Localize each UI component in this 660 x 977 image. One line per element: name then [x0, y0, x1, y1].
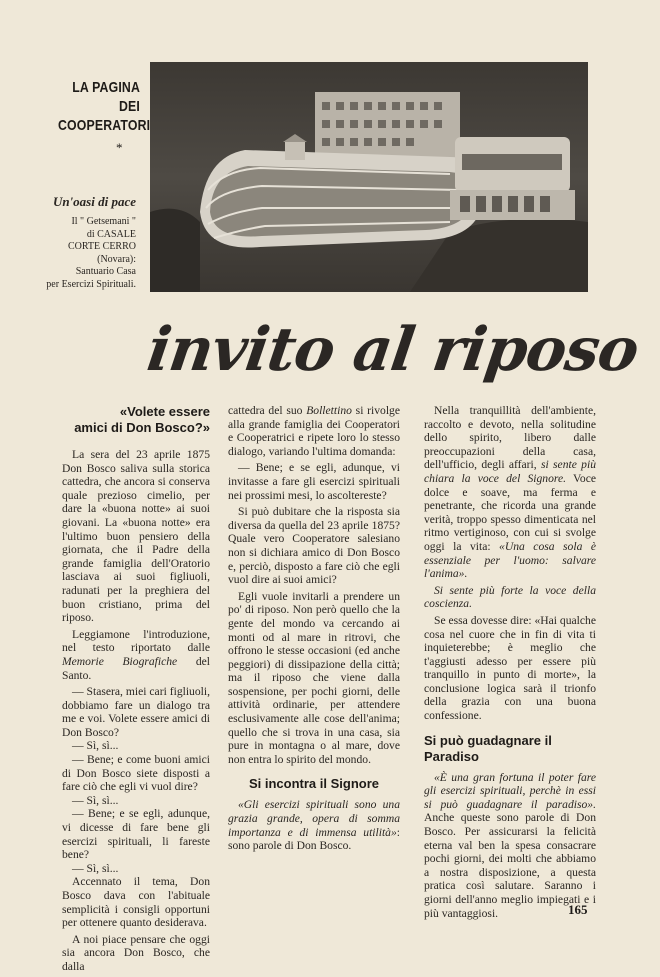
paragraph: La sera del 23 aprile 1875 Don Bosco saliva sulla storica cattedra, che ancora si conserva quale prezioso cimelio, per dare la «buona notte» ai suoi giovani. La «buona notte» era l'ultimo buon pensiero della giornata, che il Padre della grande famiglia dell'Oratorio lasciava ai suoi figliuoli, radunati per la preghiera del buon cristiano, prima del riposo.	[62, 448, 210, 625]
subhead-volete	[62, 404, 210, 436]
section-title-line2: DEI COOPERATORI	[58, 98, 151, 134]
photo-caption	[28, 194, 136, 291]
text-italic: «Gli esercizi spirituali sono una grazia grande, opera di somma importanza e di immensa utilità»	[228, 798, 400, 839]
text-italic: Memorie Biografiche	[62, 654, 178, 668]
text: : sono parole di Don Bosco.	[228, 825, 400, 853]
caption-line: per Esercizi Spirituali.	[46, 278, 136, 290]
subhead-paradiso: Si può guadagnare il Paradiso	[424, 732, 552, 764]
caption-text	[28, 216, 136, 291]
building-photo	[150, 62, 588, 292]
dialog-line: — Sì, sì...	[72, 861, 119, 875]
dialog-line: — Sì, sì...	[72, 739, 119, 753]
paragraph	[228, 798, 400, 852]
paragraph	[424, 771, 596, 921]
paragraph	[228, 404, 400, 458]
column-3	[424, 404, 596, 923]
subhead-line: amici di Don Bosco?»	[74, 420, 210, 435]
text-italic: «Una cosa sola è essenziale per l'uomo: salvare l'anima».	[424, 539, 596, 581]
text: Anche queste sono parole di Don Bosco. Per assicurarsi la felicità eterna val ben la spesa consacrare pochi giorni, dei molti che abbiamo a nostra disposizione, a questa pratica così salutare. Saranno i giorni dell'anno meglio impiegati e i più vantaggiosi.	[424, 811, 596, 920]
caption-line: Santuario Casa	[75, 266, 136, 277]
caption-line: Il " Getsemani "	[71, 216, 136, 227]
text: Voce dolce e soave, ma ferma e penetrante, che ricorda una grande verità, troppo spesso dimenticata nel ritmo vertiginoso, con cui si svolge oggi la vita:	[424, 471, 596, 553]
dialog-line: — Bene; e se egli, adunque, vi dicesse di fare bene gli esercizi spirituali, li fareste bene?	[62, 807, 210, 862]
column-1	[62, 404, 210, 977]
page-number: 165	[568, 902, 588, 917]
caption-line: di CASALE	[86, 228, 136, 240]
paragraph: Egli vuole invitarli a prendere un po' di riposo. Non però quello che la gente del mondo va cercando ai monti od al mare in ritrovi, che offrono le stesse occasioni (ed anche peggiori) di dissipazione della città; ma il riposo che viene dalla sospensione, per pochi giorni, delle attività ordinarie, per attendere esclusivamente alle cose dell'anima; quello che si trova in una casa, sia pure in montagna o al mare, dove non entra lo spirito del mondo.	[228, 589, 400, 766]
column-2	[228, 404, 400, 856]
dialog-line: — Bene; e se egli, adunque, vi invitasse a fare gli esercizi spirituali nei prossimi mesi, lo ascoltereste?	[228, 461, 400, 502]
paragraph: Si sente più forte la voce della coscienza.	[424, 583, 596, 611]
section-title-line1: LA PAGINA	[72, 79, 140, 96]
section-title	[58, 78, 151, 135]
subhead-line: «Volete essere	[119, 404, 210, 419]
caption-title: Un'oasi di pace	[52, 194, 136, 209]
text: cattedra del suo	[228, 404, 307, 417]
text: si rivolge alla grande famiglia dei Cooperatori e Cooperatrici e ripete loro lo stesso dialogo, variando l'ultima domanda:	[228, 404, 401, 458]
dialog-line: — Sì, sì...	[72, 793, 119, 807]
headline: invito al riposo	[143, 315, 643, 385]
text: Nella tranquillità dell'ambiente, raccolto e devoto, nella solitudine dello spirito, libero dalle preoccupazioni della casa, dell'ufficio, degli affari,	[424, 404, 596, 472]
paragraph: Accennato il tema, Don Bosco dava con l'abituale semplicità i consigli opportuni per ottenere quanto desiderava.	[62, 875, 210, 930]
text: Leggiamone l'introduzione, nel testo riportato dalle	[62, 627, 210, 655]
caption-line: CORTE CERRO	[67, 241, 136, 252]
subhead-signore: Si incontra il Signore	[248, 776, 380, 792]
paragraph	[62, 628, 210, 682]
paragraph: Se essa dovesse dire: «Hai qualche cosa nel cuore che in fin di vita ti inquieterebbe; è meglio che t'aggiusti adesso per essere più tranquillo in punto di morte», la conclusione logica sarà il trionfo della grazia con una buona confessione.	[424, 613, 596, 723]
text-italic: si sente più chiara la voce del Signore.	[424, 458, 596, 485]
paragraph: A noi piace pensare che oggi sia ancora Don Bosco, che dalla	[62, 932, 210, 973]
dialog-line: — Stasera, miei cari figliuoli, dobbiamo fare un dialogo tra me e voi. Volete essere amici di Don Bosco?	[62, 685, 210, 739]
building-illustration	[150, 62, 588, 292]
paragraph: Si può dubitare che la risposta sia diversa da quella del 23 aprile 1875? Quale vero Cooperatore salesiano non si dichiara amico di Don Bosco e, perciò, disposto a fare ciò che egli vuol dire ai suoi amici?	[228, 505, 400, 587]
star-ornament: *	[116, 140, 123, 155]
dialog-line: — Bene; e come buoni amici di Don Bosco siete disposti a fare ciò che egli vi vuol dire?	[62, 753, 210, 794]
caption-line: (Novara):	[97, 253, 136, 265]
text: del Santo.	[62, 654, 210, 682]
text-italic: Bollettino	[306, 404, 352, 417]
text-italic: «È una gran fortuna il poter fare gli esercizi spirituali, perchè in essi si può guadagnare il paradiso».	[424, 770, 596, 811]
paragraph	[424, 404, 596, 581]
